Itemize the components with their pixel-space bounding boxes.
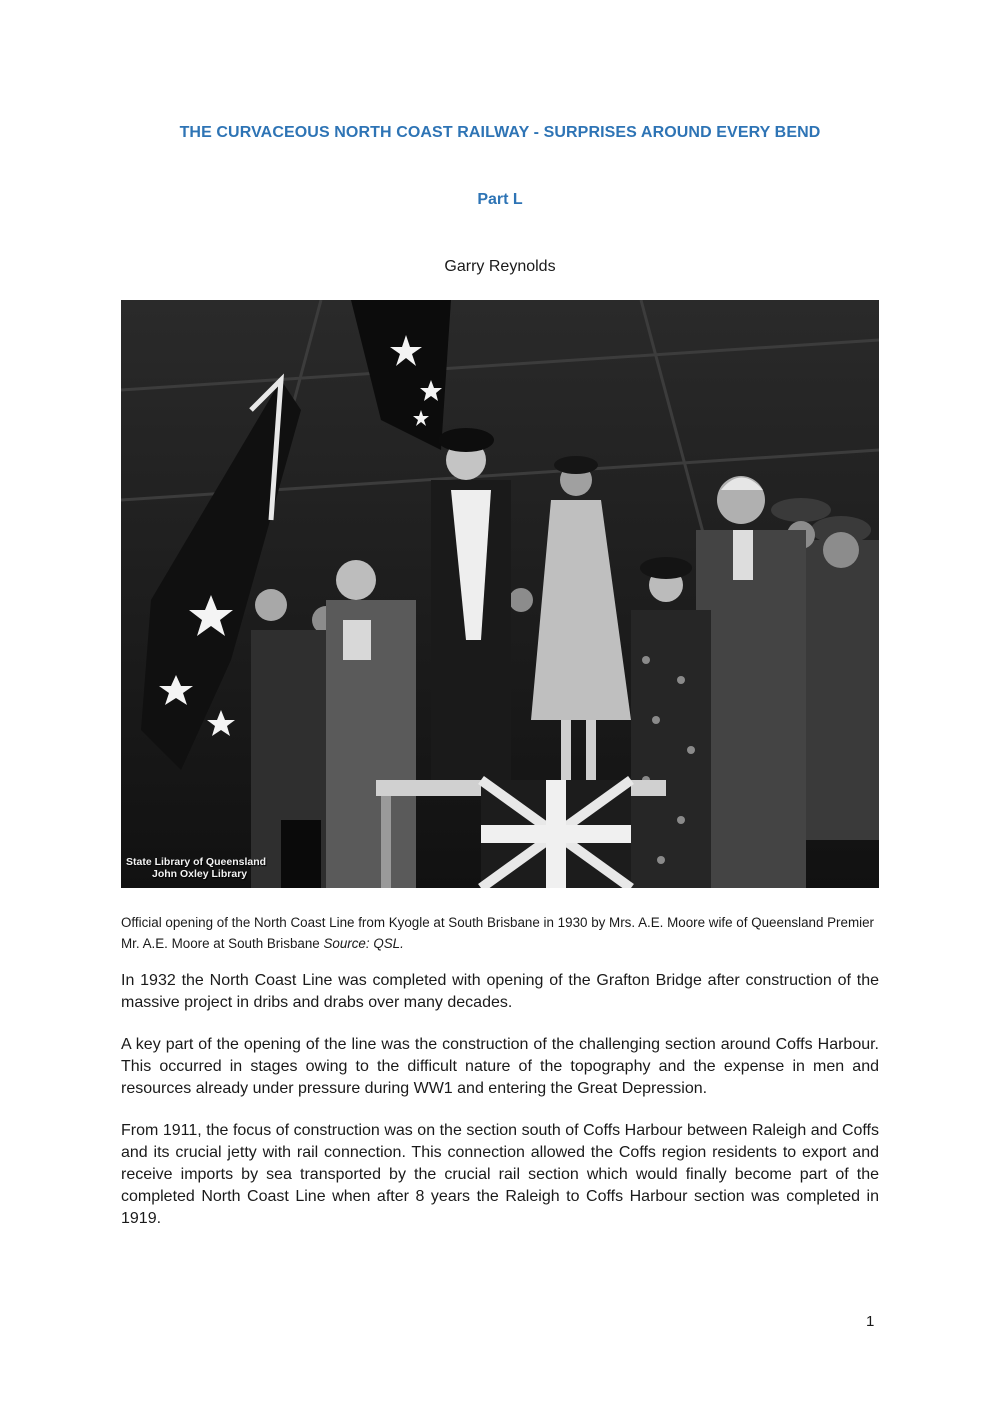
paragraph-1: In 1932 the North Coast Line was completed with opening of the Grafton Bridge after construction of the massive project in dribs and drabs over many decades. bbox=[121, 972, 879, 1011]
paragraph-3: From 1911, the focus of construction was on the section south of Coffs Harbour between Raleigh and Coffs and its crucial jetty with rail connection. This connection allowed the Coffs region residents to export and receive imports by sea transported by the crucial rail section which would finally become part of the completed North Coast Line when after 8 years the Raleigh to Coffs Harbour section was completed in 1919. bbox=[121, 1122, 879, 1227]
figure-right bbox=[696, 476, 806, 888]
historical-photo bbox=[121, 300, 879, 888]
photo-illustration bbox=[121, 300, 879, 888]
caption-text: Official opening of the North Coast Line from Kyogle at South Brisbane in 1930 by Mrs. A.E. Moore wife of Queensland Premier Mr. A.E. Moore at South Brisbane bbox=[121, 915, 875, 951]
part-heading: Part L bbox=[477, 191, 523, 208]
document-title: THE CURVACEOUS NORTH COAST RAILWAY - SURPRISES AROUND EVERY BEND bbox=[179, 124, 821, 141]
caption-source: Source: QSL. bbox=[323, 936, 404, 951]
paragraph-2: A key part of the opening of the line was the construction of the challenging section around Coffs Harbour. This occurred in stages owing to the difficult nature of the topography and the expense in men and resources already under pressure during WW1 and entering the Great Depression. bbox=[121, 1036, 879, 1097]
page-number: 1 bbox=[866, 1313, 875, 1330]
figures-left bbox=[251, 560, 416, 888]
author-name: Garry Reynolds bbox=[444, 258, 556, 275]
figure-center bbox=[431, 428, 511, 780]
photo-credit-line2: John Oxley Library bbox=[152, 868, 248, 880]
photo-caption bbox=[121, 912, 881, 954]
photo-credit-line1: State Library of Queensland bbox=[126, 856, 267, 868]
photo-credit bbox=[126, 856, 266, 880]
